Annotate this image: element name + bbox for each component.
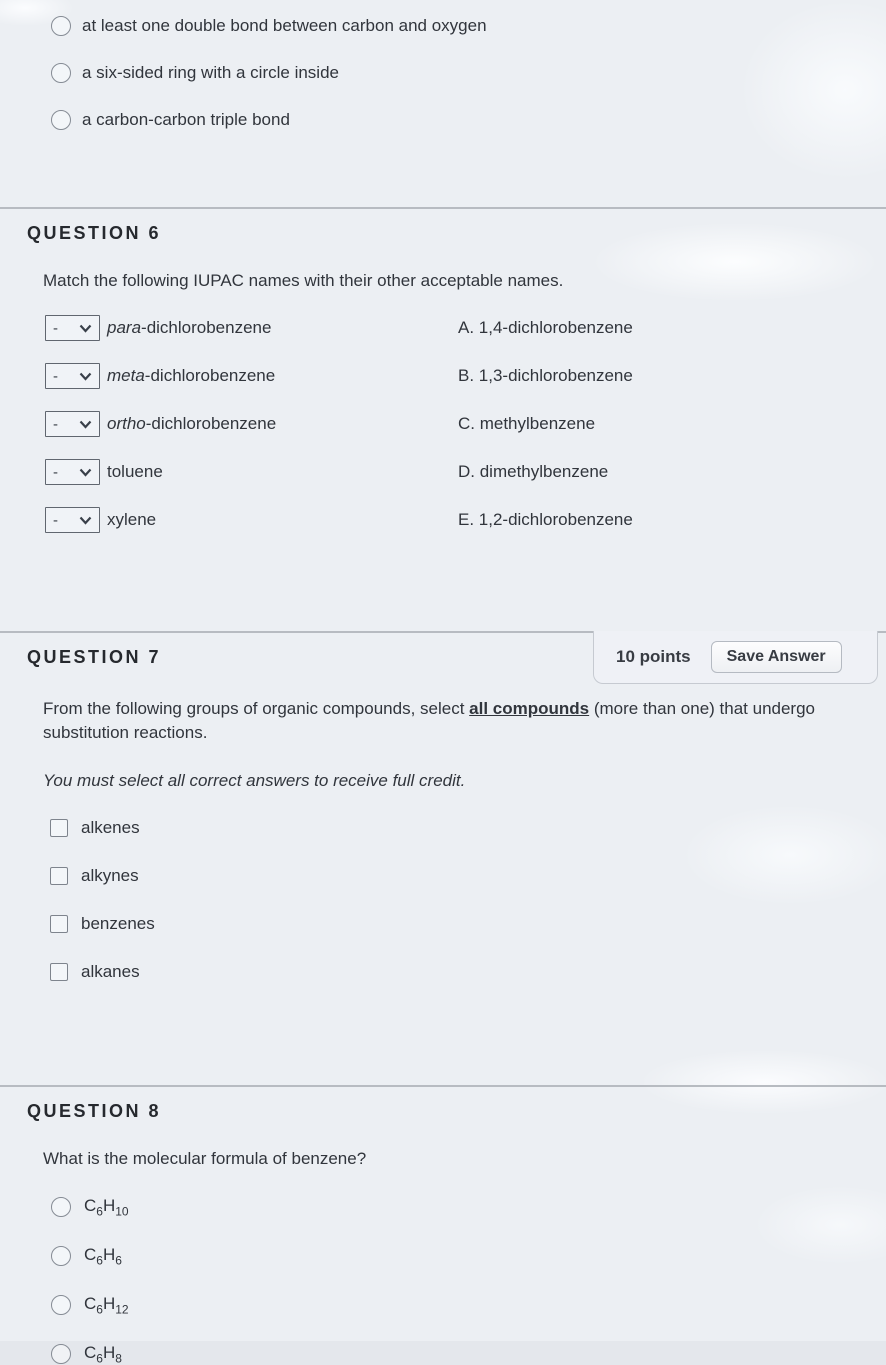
- points-panel: [593, 631, 878, 684]
- checkbox-option-label: alkenes: [81, 818, 140, 837]
- matching-answers-column: [458, 315, 886, 555]
- match-select[interactable]: [45, 315, 100, 341]
- match-item-label: xylene: [107, 510, 157, 529]
- section-divider: [0, 207, 886, 209]
- match-item: [45, 507, 458, 533]
- question5-options: [0, 0, 886, 131]
- match-answer-option: A. 1,4-dichlorobenzene: [458, 318, 633, 337]
- question7-header: [0, 631, 886, 668]
- match-answer-option: B. 1,3-dichlorobenzene: [458, 366, 633, 385]
- radio-button[interactable]: [51, 1344, 71, 1364]
- checkbox-option-label: benzenes: [81, 914, 155, 933]
- checkbox-option: [50, 865, 886, 887]
- section-divider: [0, 1085, 886, 1087]
- match-select[interactable]: [45, 459, 100, 485]
- match-item: [45, 363, 458, 389]
- match-item-label: meta-dichlorobenzene: [107, 366, 276, 385]
- radio-option-label: a six-sided ring with a circle inside: [82, 63, 339, 82]
- question6-title: QUESTION 6: [27, 223, 162, 243]
- match-select[interactable]: [45, 507, 100, 533]
- question8-section: [0, 1085, 886, 1365]
- formula-label: $C_6H_{10}$: [84, 1195, 129, 1219]
- radio-option-label: a carbon-carbon triple bond: [82, 110, 290, 129]
- radio-option: [51, 1196, 886, 1218]
- checkbox[interactable]: [50, 915, 68, 933]
- question7-prompt: From the following groups of organic compounds, select all compounds (more than one) that undergo substitution reactions.: [43, 699, 816, 742]
- question6-prompt: Match the following IUPAC names with their other acceptable names.: [43, 271, 564, 290]
- match-answer-option: C. methylbenzene: [458, 414, 596, 433]
- formula-label: $C_6H_8$: [84, 1342, 122, 1365]
- matching-grid: [0, 315, 886, 555]
- radio-option-label: at least one double bond between carbon and oxygen: [82, 16, 487, 35]
- prompt-emphasis: all compounds: [469, 699, 590, 718]
- checkbox-option: [50, 961, 886, 983]
- radio-button[interactable]: [51, 1295, 71, 1315]
- radio-button[interactable]: [51, 110, 71, 130]
- formula-label: $C_6H_{12}$: [84, 1293, 129, 1317]
- question8-prompt: What is the molecular formula of benzene?: [43, 1149, 367, 1168]
- radio-option: [51, 15, 886, 37]
- radio-option: [51, 109, 886, 131]
- match-item: [45, 411, 458, 437]
- select-value: -: [53, 319, 58, 337]
- radio-button[interactable]: [51, 16, 71, 36]
- question7-options: [0, 817, 886, 983]
- match-select[interactable]: [45, 411, 100, 437]
- question8-title: QUESTION 8: [27, 1101, 162, 1121]
- match-answer-option: E. 1,2-dichlorobenzene: [458, 510, 633, 529]
- chevron-down-icon: [79, 468, 92, 477]
- points-label: 10 points: [616, 647, 691, 666]
- checkbox-option: [50, 913, 886, 935]
- select-value: -: [53, 463, 58, 481]
- select-value: -: [53, 511, 58, 529]
- select-value: -: [53, 415, 58, 433]
- formula-label: $C_6H_6$: [84, 1244, 122, 1268]
- match-select[interactable]: [45, 363, 100, 389]
- radio-option: [51, 1343, 886, 1365]
- select-value: -: [53, 367, 58, 385]
- radio-button[interactable]: [51, 63, 71, 83]
- chevron-down-icon: [79, 516, 92, 525]
- question7-section: [0, 631, 886, 983]
- match-answer-option: D. dimethylbenzene: [458, 462, 609, 481]
- match-item: [45, 315, 458, 341]
- checkbox-option: [50, 817, 886, 839]
- question8-options: [0, 1196, 886, 1365]
- match-item-label: toluene: [107, 462, 163, 481]
- question7-note: You must select all correct answers to receive full credit.: [43, 771, 466, 790]
- match-item-label: para-dichlorobenzene: [107, 318, 272, 337]
- checkbox-option-label: alkanes: [81, 962, 140, 981]
- checkbox[interactable]: [50, 819, 68, 837]
- match-item-label: ortho-dichlorobenzene: [107, 414, 277, 433]
- checkbox-option-label: alkynes: [81, 866, 139, 885]
- question7-title: QUESTION 7: [27, 647, 162, 667]
- save-answer-button[interactable]: Save Answer: [711, 641, 842, 673]
- radio-option: [51, 1245, 886, 1267]
- radio-option: [51, 62, 886, 84]
- checkbox[interactable]: [50, 867, 68, 885]
- match-item: [45, 459, 458, 485]
- radio-button[interactable]: [51, 1246, 71, 1266]
- matching-items-column: [45, 315, 458, 555]
- chevron-down-icon: [79, 324, 92, 333]
- checkbox[interactable]: [50, 963, 68, 981]
- radio-button[interactable]: [51, 1197, 71, 1217]
- chevron-down-icon: [79, 420, 92, 429]
- radio-option: [51, 1294, 886, 1316]
- question6-section: [0, 207, 886, 555]
- chevron-down-icon: [79, 372, 92, 381]
